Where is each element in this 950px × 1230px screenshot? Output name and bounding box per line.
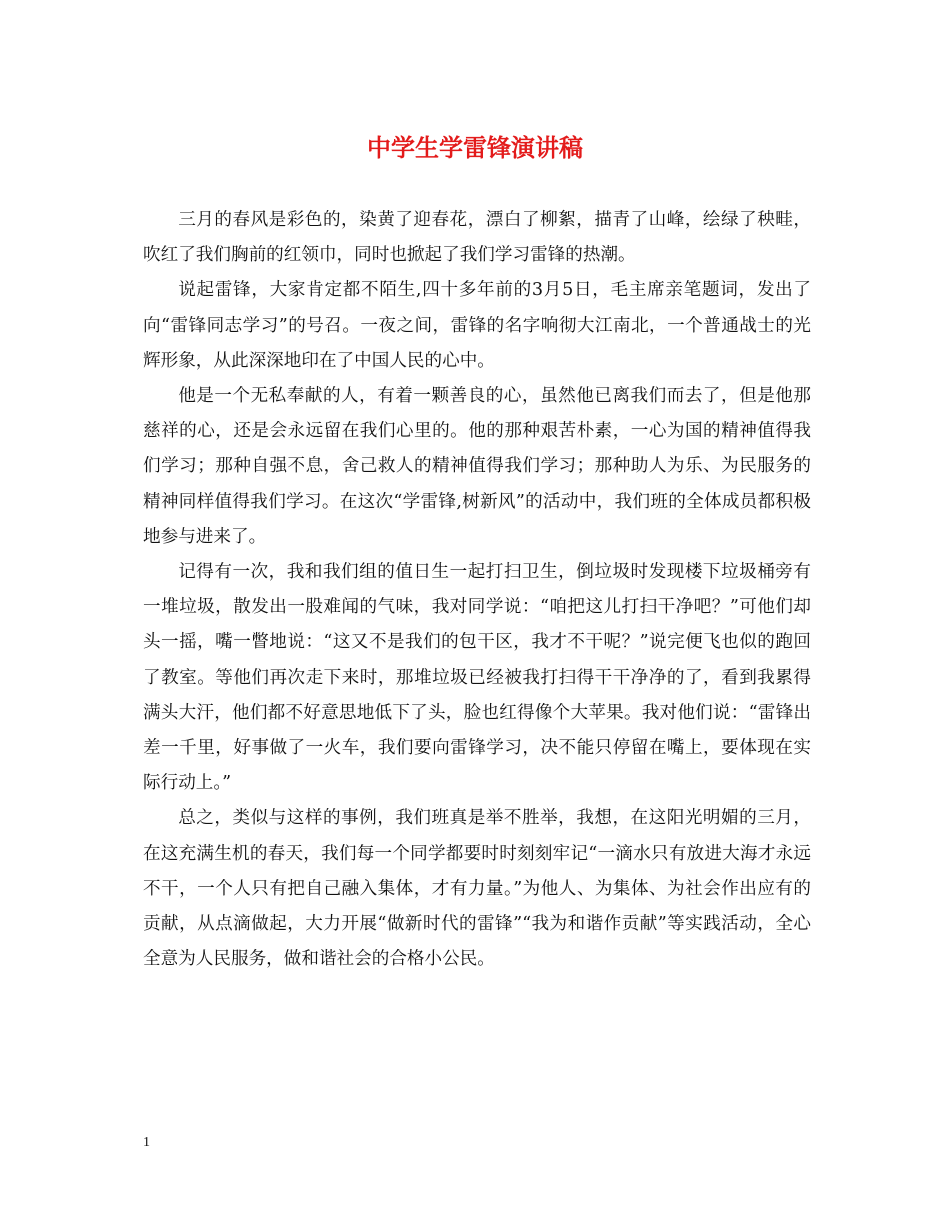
paragraph: 总之，类似与这样的事例，我们班真是举不胜举，我想，在这阳光明媚的三月，在这充满生机的春天，我们每一个同学都要时时刻刻牢记“一滴水只有放进大海才永远不干，一个人只有把自己融入集体，才有力量。”为他人、为集体、为社会作出应有的贡献，从点滴做起，大力开展“做新时代的雷锋”“我为和谐作贡献”等实践活动，全心全意为人民服务，做和谐社会的合格小公民。 [143, 808, 811, 970]
paragraph: 说起雷锋，大家肯定都不陌生,四十多年前的3月5日，毛主席亲笔题词，发出了向“雷锋同志学习”的号召。一夜之间，雷锋的名字响彻大江南北，一个普通战士的光辉形象，从此深深地印在了中国人民的心中。 [143, 280, 811, 371]
paragraph: 他是一个无私奉献的人，有着一颗善良的心，虽然他已离我们而去了，但是他那慈祥的心，还是会永远留在我们心里的。他的那种艰苦朴素，一心为国的精神值得我们学习；那种自强不息，舍己救人的精神值得我们学习；那种助人为乐、为民服务的精神同样值得我们学习。在这次“学雷锋,树新风”的活动中，我们班的全体成员都积极地参与进来了。 [143, 386, 811, 547]
paragraph: 记得有一次，我和我们组的值日生一起打扫卫生，倒垃圾时发现楼下垃圾桶旁有一堆垃圾，散发出一股难闻的气味，我对同学说：“咱把这儿打扫干净吧？”可他们却头一摇，嘴一瞥地说：“这又不是我们的包干区，我才不干呢？”说完便飞也似的跑回了教室。等他们再次走下来时，那堆垃圾已经被我打扫得干干净净的了，看到我累得满头大汗，他们都不好意思地低下了头，脸也红得像个大苹果。我对他们说：“雷锋出差一千里，好事做了一火车，我们要向雷锋学习，决不能只停留在嘴上，要体现在实际行动上。” [143, 562, 811, 794]
paragraph: 三月的春风是彩色的，染黄了迎春花，漂白了柳絮，描青了山峰，绘绿了秧畦，吹红了我们胸前的红领巾，同时也掀起了我们学习雷锋的热潮。 [143, 210, 811, 266]
document-body [143, 203, 811, 977]
page-number: 1 [143, 1135, 150, 1150]
document-title: 中学生学雷锋演讲稿 [367, 133, 583, 162]
